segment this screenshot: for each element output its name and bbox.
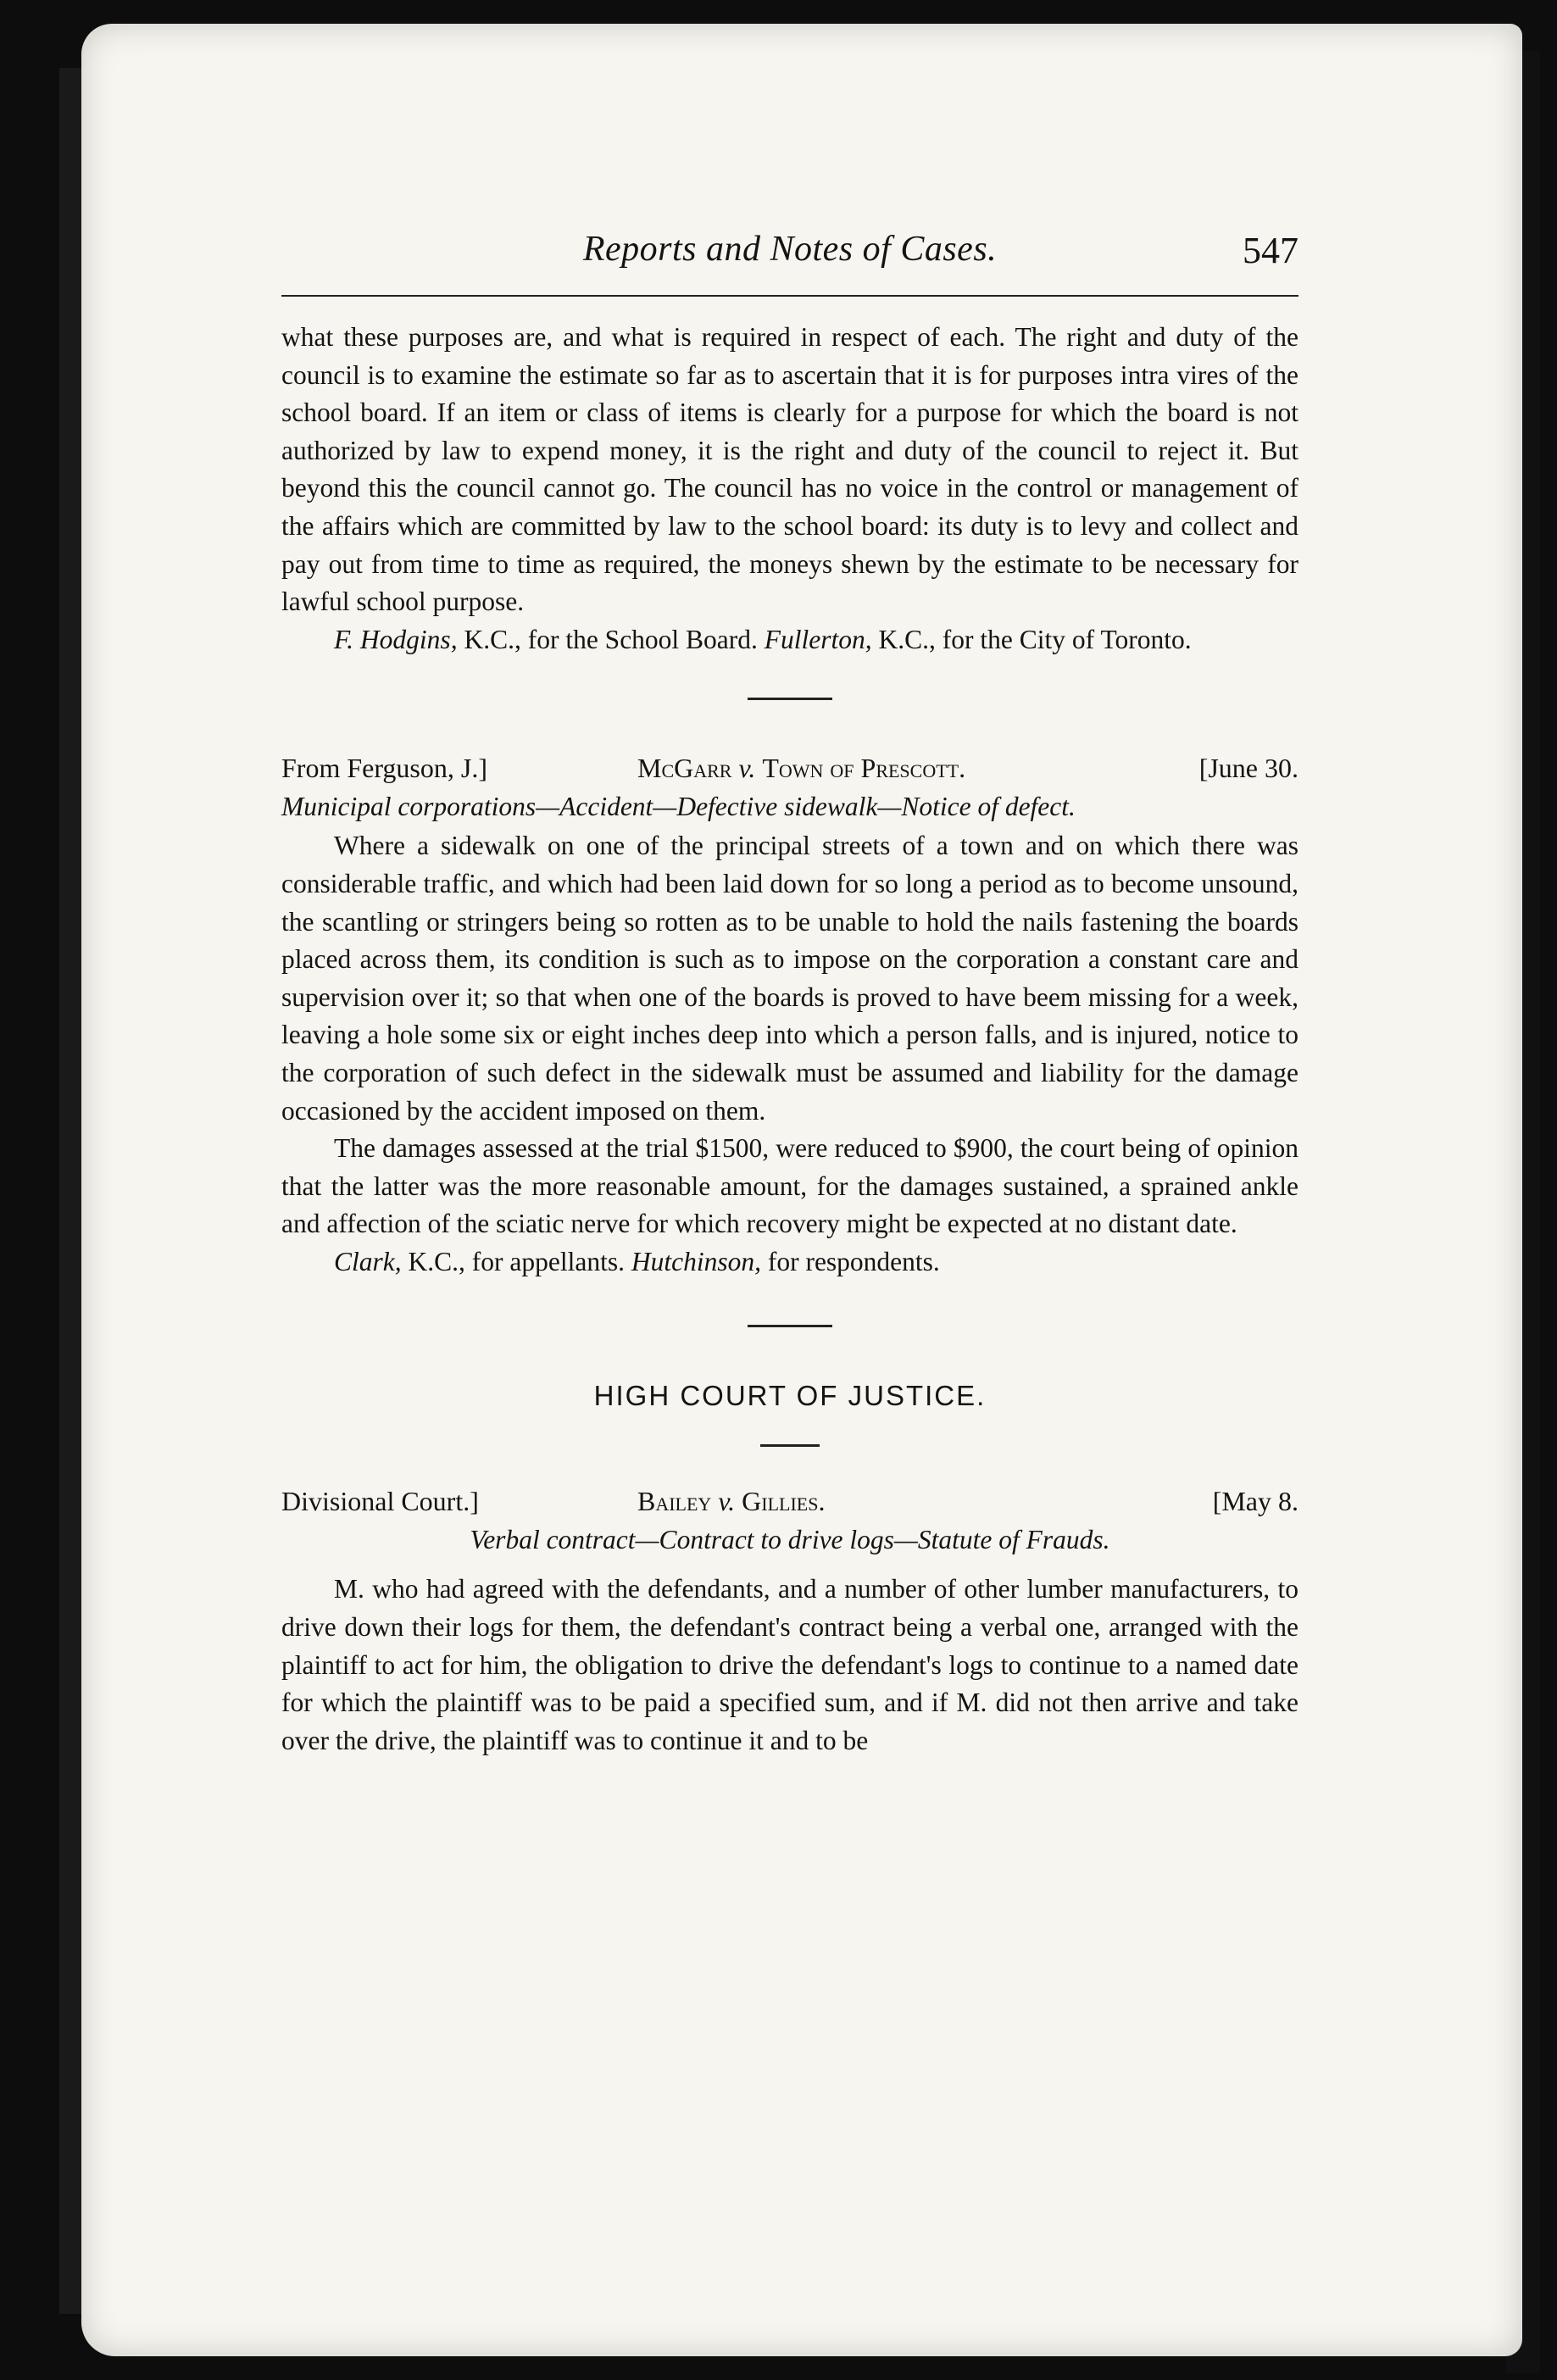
party-name: McGarr	[637, 753, 732, 784]
counsel-name: Fullerton,	[764, 624, 872, 654]
case-court: Divisional Court.]	[281, 1486, 479, 1517]
versus: v.	[718, 1486, 736, 1517]
case-heading	[281, 1482, 1298, 1521]
case-date: [May 8.	[1212, 1486, 1298, 1517]
running-title: Reports and Notes of Cases.	[582, 230, 998, 269]
case-paragraph: The damages assessed at the trial $1500, were reduced to $900, the court being of opinion that the latter was the more reasonable amount, for the damages sustained, a sprained ankle and affection of the sciatic nerve for which recovery might be expected at no distant date.	[281, 1133, 1298, 1239]
case-parties	[637, 1482, 825, 1520]
page-number: 547	[1243, 230, 1298, 271]
second-case-counsel	[281, 1243, 1298, 1282]
case-paragraph: M. who had agreed with the defendants, and a number of other lumber manufacturers, to drive down their logs for them, the defendant's contract being a verbal one, arranged with the plaintiff to act for him, the obligation to drive the defendant's logs to continue to a named date for which the plaintiff was to be paid a specified sum, and if M. did not then arrive and take over the drive, the plaintiff was to continue it and to be	[281, 1574, 1298, 1755]
case-court: From Ferguson, J.]	[281, 753, 487, 784]
first-case-counsel	[281, 621, 1298, 659]
court-heading: HIGH COURT OF JUSTICE.	[593, 1380, 987, 1412]
counsel-text: K.C., for appellants.	[401, 1246, 631, 1276]
case-date: [June 30.	[1198, 753, 1298, 784]
case-heading	[281, 749, 1298, 788]
section-divider	[748, 1325, 832, 1327]
counsel-text: K.C., for the City of Toronto.	[871, 624, 1192, 654]
counsel-name: F. Hodgins,	[334, 624, 458, 654]
counsel-name: Hutchinson,	[631, 1246, 761, 1276]
case-parties	[637, 749, 965, 787]
running-head	[281, 229, 1298, 288]
first-case-body: what these purposes are, and what is required in respect of each. The right and duty of the council is to examine the estimate so far as to ascertain that it is for purposes intra vires of the school board. If an item or class of items is clearly for a purpose for which the board is not authorized by law to expend money, it is the right and duty of the council to reject it. But beyond this the council cannot go. The council has no voice in the control or management of the affairs which are committed by law to the school board: its duty is to levy and collect and pay out from time to time as required, the moneys shewn by the estimate to be necessary for lawful school purpose.	[281, 322, 1298, 617]
header-rule	[281, 295, 1298, 297]
short-divider	[760, 1444, 820, 1447]
versus: v.	[738, 753, 756, 784]
party-name: Bailey	[637, 1486, 712, 1517]
case-subject: Verbal contract—Contract to drive logs—Statute of Frauds.	[470, 1525, 1110, 1555]
counsel-text: for respondents.	[760, 1246, 940, 1276]
counsel-name: Clark,	[334, 1246, 402, 1276]
party-name: Gillies.	[742, 1486, 826, 1517]
counsel-text: K.C., for the School Board.	[457, 624, 765, 654]
case-paragraph: Where a sidewalk on one of the principal streets of a town and on which there was considerable traffic, and which had been laid down for so long a period as to become unsound, the scantling or stringers being so rotten as to be unable to hold the nails fastening the boards placed across them, its condition is such as to impose on the corporation a constant care and supervision over it; so that when one of the boards is proved to have beem missing for a week, leaving a hole some six or eight inches deep into which a person falls, and is injured, notice to the corporation of such defect in the sidewalk must be assumed and liability for the damage occasioned by the accident imposed on them.	[281, 831, 1298, 1126]
page-content	[281, 229, 1298, 1760]
section-divider	[748, 698, 832, 700]
case-subject: Municipal corporations—Accident—Defective sidewalk—Notice of defect.	[281, 792, 1076, 822]
party-name: Town of Prescott.	[762, 753, 966, 784]
